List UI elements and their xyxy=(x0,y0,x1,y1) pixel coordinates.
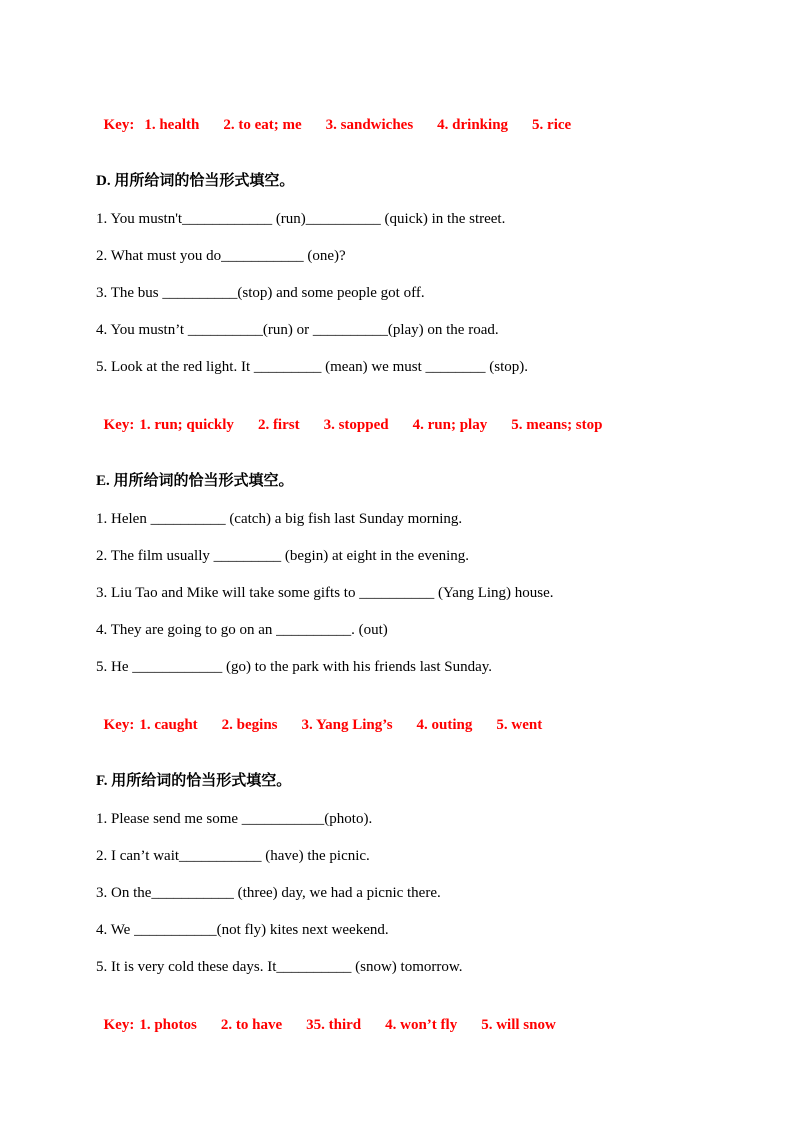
question-e4: 4. They are going to go on an __________. (out) xyxy=(96,622,388,638)
answer-key-e xyxy=(96,695,542,735)
question-e2: 2. The film usually _________ (begin) at eight in the evening. xyxy=(96,548,469,564)
key-prefix: Key: xyxy=(103,417,135,433)
key-item: 1. run; quickly xyxy=(139,417,234,433)
question-e5: 5. He ____________ (go) to the park with his friends last Sunday. xyxy=(96,659,493,675)
key-item: 2. to have xyxy=(220,1017,283,1033)
key-prefix: Key: xyxy=(103,1017,135,1033)
key-item: 1. caught xyxy=(139,717,198,733)
key-item: 3. sandwiches xyxy=(325,117,414,133)
question-f5: 5. It is very cold these days. It__________ (snow) tomorrow. xyxy=(96,959,463,975)
key-item: 5. went xyxy=(496,717,543,733)
section-e-heading: E. 用所给词的恰当形式填空。 xyxy=(96,473,294,489)
question-f1: 1. Please send me some ___________(photo). xyxy=(96,811,373,827)
question-d4: 4. You mustn’t __________(run) or __________(play) on the road. xyxy=(96,322,499,338)
key-item: 1. photos xyxy=(139,1017,197,1033)
question-e3: 3. Liu Tao and Mike will take some gifts to __________ (Yang Ling) house. xyxy=(96,585,554,601)
question-f4: 4. We ___________(not fly) kites next weekend. xyxy=(96,922,389,938)
key-item: 35. third xyxy=(306,1017,362,1033)
key-item: 4. outing xyxy=(416,717,473,733)
key-prefix: Key: xyxy=(103,117,135,133)
key-item: 2. first xyxy=(257,417,300,433)
key-item: 5. will snow xyxy=(481,1017,556,1033)
key-item: 1. health xyxy=(144,117,200,133)
question-d3: 3. The bus __________(stop) and some people got off. xyxy=(96,285,425,301)
key-item: 4. won’t fly xyxy=(385,1017,458,1033)
key-item: 2. to eat; me xyxy=(223,117,302,133)
key-item: 3. Yang Ling’s xyxy=(301,717,393,733)
question-d2: 2. What must you do___________ (one)? xyxy=(96,248,346,264)
answer-key-c xyxy=(96,95,571,135)
question-f3: 3. On the___________ (three) day, we had a picnic there. xyxy=(96,885,441,901)
key-item: 4. run; play xyxy=(412,417,488,433)
answer-key-d xyxy=(96,395,603,435)
key-item: 3. stopped xyxy=(323,417,389,433)
key-prefix: Key: xyxy=(103,717,135,733)
question-d5: 5. Look at the red light. It _________ (mean) we must ________ (stop). xyxy=(96,359,529,375)
question-e1: 1. Helen __________ (catch) a big fish last Sunday morning. xyxy=(96,511,463,527)
key-item: 5. rice xyxy=(532,117,572,133)
section-f-heading: F. 用所给词的恰当形式填空。 xyxy=(96,773,292,789)
key-item: 4. drinking xyxy=(437,117,509,133)
section-d-heading: D. 用所给词的恰当形式填空。 xyxy=(96,173,295,189)
key-item: 2. begins xyxy=(221,717,278,733)
question-f2: 2. I can’t wait___________ (have) the picnic. xyxy=(96,848,370,864)
question-d1: 1. You mustn't____________ (run)__________ (quick) in the street. xyxy=(96,211,506,227)
answer-key-f xyxy=(96,995,556,1035)
key-item: 5. means; stop xyxy=(511,417,603,433)
